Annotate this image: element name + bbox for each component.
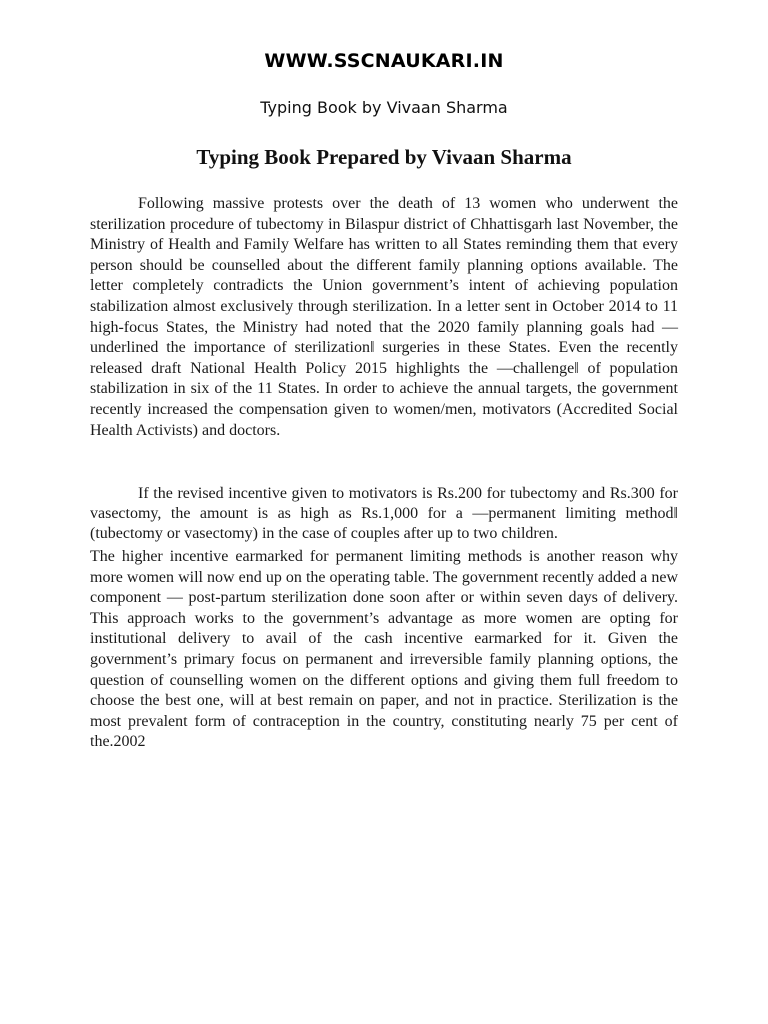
page-subtitle: Typing Book by Vivaan Sharma — [260, 98, 508, 117]
paragraph-1: Following massive protests over the death of 13 women who underwent the sterilization procedure of tubectomy in Bilaspur district of Chhattisgarh last November, the Ministry of Health and Family Welfare has written to all States reminding them that every person should be counselled about the different family planning options available. The letter completely contradicts the Union government’s intent of achieving population stabilization almost exclusively through sterilization. In a letter sent in October 2014 to 11 high-focus States, the Ministry had noted that the 2020 family planning goals had —underlined the importance of sterilization‖ surgeries in these States. Even the recently released draft National Health Policy 2015 highlights the —challenge‖ of population stabilization in six of the 11 States. In order to achieve the annual targets, the government recently increased the compensation given to women/men, motivators (Accredited Social Health Activists) and doctors. — [90, 195, 678, 439]
site-header: WWW.SSCNAUKARI.IN — [264, 50, 504, 72]
paragraph-2: If the revised incentive given to motivators is Rs.200 for tubectomy and Rs.300 for vasectomy, the amount is as high as Rs.1,000 for a —permanent limiting method‖ (tubectomy or vasectomy) in the case of couples after up to two children. — [90, 485, 678, 542]
document-title: Typing Book Prepared by Vivaan Sharma — [196, 145, 572, 169]
paragraph-3: The higher incentive earmarked for permanent limiting methods is another reason why more women will now end up on the operating table. The government recently added a new component — post-partum sterilization done soon after or within seven days of delivery. This approach works to the government’s advantage as more women are opting for institutional delivery to avail of the cash incentive earmarked for it. Given the government’s primary focus on permanent and irreversible family planning options, the question of counselling women on the different options and giving them full freedom to choose the best one, will at best remain on paper, and not in practice. Sterilization is the most prevalent form of contraception in the country, constituting nearly 75 per cent of the.2002 — [90, 548, 678, 751]
